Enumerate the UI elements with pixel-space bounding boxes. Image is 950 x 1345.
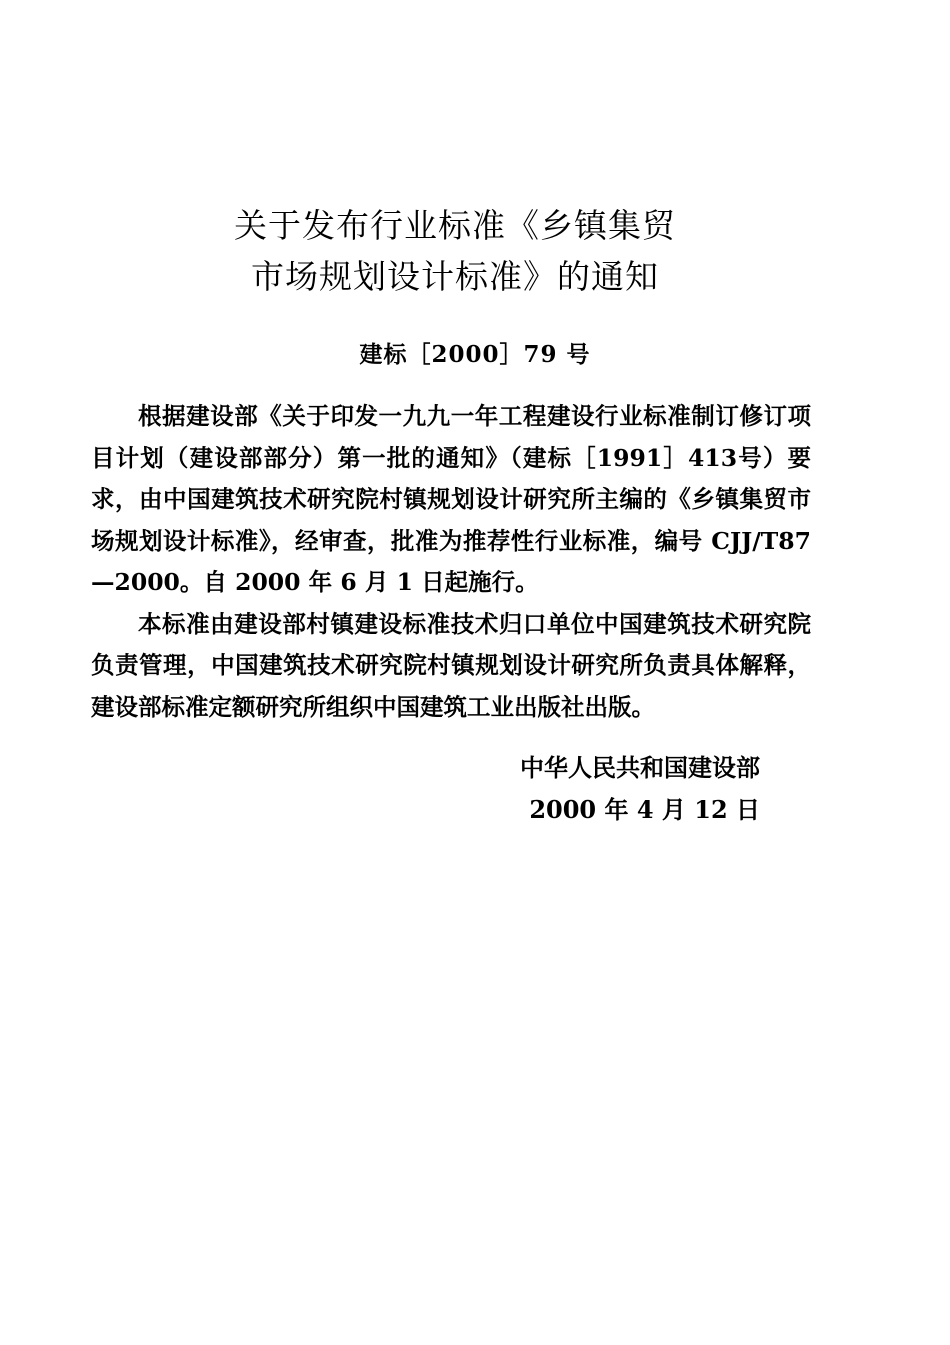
notice-title-line-2: 市场规划设计标准》的通知 [251, 257, 659, 296]
issuer-name: 中华人民共和国建设部 [520, 753, 760, 782]
body-paragraph-2: 本标准由建设部村镇建设标准技术归口单位中国建筑技术研究院负责管理，中国建筑技术研究院村镇规划设计研究所负责具体解释，建设部标准定额研究所组织中国建筑工业出版社出版。 [91, 609, 811, 721]
document-number: 建标［2000］79 号 [359, 341, 591, 368]
issue-date: 2000 年 4 月 12 日 [529, 795, 760, 824]
signature-block [0, 747, 760, 831]
notice-title-line-1: 关于发布行业标准《乡镇集贸 [234, 206, 676, 245]
body-paragraph-1: 根据建设部《关于印发一九九一年工程建设行业标准制订修订项目计划（建设部部分）第一批的通知》（建标［1991］413号）要求，由中国建筑技术研究院村镇规划设计研究所主编的《乡镇集贸市场规划设计标准》，经审查，批准为推荐性行业标准，编号 CJJ/T87—2000。自 2000 年 6 月 1 日起施行。 [91, 402, 811, 596]
notice-body [91, 396, 811, 728]
